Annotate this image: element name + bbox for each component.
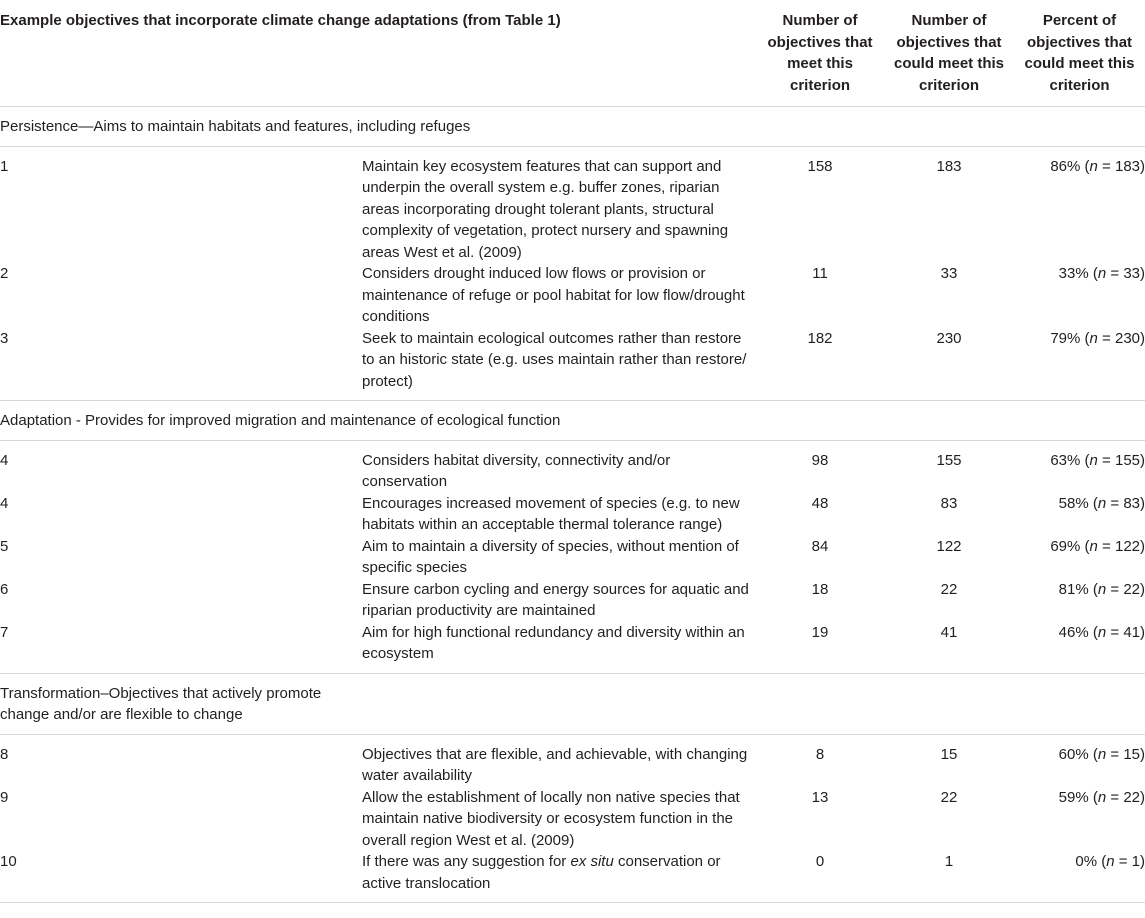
objective-id: 7	[0, 623, 9, 641]
objective-id: 5	[0, 537, 9, 555]
table-row	[0, 493, 1145, 536]
n-value: 183	[1114, 157, 1141, 175]
objective-id: 6	[0, 580, 9, 598]
n-value: 122	[1114, 537, 1141, 555]
n-equals: =	[1097, 451, 1115, 469]
objective-id: 10	[0, 853, 17, 870]
n-value: 41	[1123, 623, 1141, 641]
table-row	[0, 146, 1145, 263]
percent-value: 63%	[1050, 451, 1081, 469]
count-could-meet: 33	[940, 265, 958, 282]
count-could-meet: 41	[940, 623, 958, 641]
table-row	[0, 787, 1145, 852]
header-number-could-meet: Number of objectives that could meet this criterion	[894, 12, 1005, 94]
n-value: 230	[1114, 329, 1141, 347]
n-equals: =	[1097, 329, 1115, 347]
section-row	[0, 107, 1145, 147]
percent-value: 60%	[1058, 745, 1089, 763]
objective-text: Considers drought induced low flows or provision or maintenance of refuge or pool habitat for low flow/drought conditions	[362, 265, 745, 325]
table-row	[0, 734, 1145, 787]
n-equals: =	[1106, 788, 1124, 806]
n-equals: =	[1106, 494, 1124, 512]
n-label: n	[1097, 494, 1107, 512]
n-equals: =	[1114, 853, 1132, 870]
objective-text: Maintain key ecosystem features that can support and underpin the overall system e.g. buffer zones, riparian areas incorporating drought tolerant plants, structural complexity of vegetation, protect nursery and spawning areas West et al. (2009)	[362, 157, 729, 261]
percent-could-meet: 46% (n = 41)	[1058, 623, 1145, 641]
table-row	[0, 263, 1145, 328]
header-percent-could-meet: Percent of objectives that could meet this criterion	[1024, 12, 1135, 94]
section-title: Transformation–Objectives that actively promote change and/or are flexible to change	[0, 684, 322, 723]
n-value: 155	[1114, 451, 1141, 469]
objective-text: Aim to maintain a diversity of species, without mention of specific species	[362, 537, 739, 576]
n-equals: =	[1097, 537, 1115, 555]
table-row	[0, 622, 1145, 674]
n-equals: =	[1106, 623, 1124, 641]
objective-text: Encourages increased movement of species (e.g. to new habitats within an acceptable thermal tolerance range)	[362, 494, 740, 533]
percent-value: 33%	[1058, 265, 1089, 282]
objective-text-part: conservation or active translocation	[362, 853, 721, 892]
count-meet: 19	[811, 623, 829, 641]
n-value: 83	[1123, 494, 1141, 512]
count-meet: 11	[812, 265, 828, 282]
table-row	[0, 851, 1145, 903]
objective-id: 2	[0, 265, 9, 282]
count-meet: 18	[811, 580, 829, 598]
percent-value: 81%	[1058, 580, 1089, 598]
header-number-meet: Number of objectives that meet this criterion	[767, 12, 873, 94]
header-example-objectives: Example objectives that incorporate climate change adaptations (from Table 1)	[0, 12, 561, 29]
objective-text: Considers habitat diversity, connectivity and/or conservation	[362, 451, 671, 490]
count-could-meet: 22	[940, 788, 958, 806]
objective-id: 9	[0, 788, 9, 806]
count-meet: 182	[807, 329, 833, 347]
n-value: 22	[1123, 580, 1141, 598]
percent-could-meet: 0% (n = 1)	[1075, 853, 1145, 870]
percent-value: 59%	[1058, 788, 1089, 806]
n-equals: =	[1106, 580, 1124, 598]
count-meet: 158	[807, 157, 833, 175]
count-could-meet: 1	[944, 853, 954, 870]
count-meet: 98	[811, 451, 829, 469]
objective-text-italic: ex situ	[570, 853, 614, 870]
section-row	[0, 401, 1145, 441]
count-meet: 48	[811, 494, 829, 512]
objective-text-part: If there was any suggestion for	[362, 853, 571, 870]
section-title: Adaptation - Provides for improved migration and maintenance of ecological function	[0, 412, 561, 429]
percent-could-meet: 58% (n = 83)	[1058, 494, 1145, 512]
percent-value: 58%	[1058, 494, 1089, 512]
table-row	[0, 440, 1145, 493]
percent-value: 86%	[1050, 157, 1081, 175]
count-could-meet: 230	[936, 329, 962, 347]
n-label: n	[1097, 265, 1107, 282]
objective-text: Ensure carbon cycling and energy sources for aquatic and riparian productivity are maintained	[362, 580, 749, 619]
table-row	[0, 328, 1145, 401]
table-row	[0, 579, 1145, 622]
objective-id: 1	[0, 157, 9, 175]
count-could-meet: 122	[936, 537, 962, 555]
n-label: n	[1089, 451, 1098, 469]
n-label: n	[1089, 157, 1098, 175]
objective-id: 3	[0, 329, 9, 347]
objective-text: Seek to maintain ecological outcomes rather than restore to an historic state (e.g. uses maintain rather than restore/ protect)	[362, 329, 747, 390]
percent-value: 79%	[1050, 329, 1081, 347]
n-equals: =	[1106, 265, 1124, 282]
n-label: n	[1097, 788, 1107, 806]
n-label: n	[1097, 580, 1107, 598]
count-could-meet: 22	[940, 580, 958, 598]
objective-text: Allow the establishment of locally non native species that maintain native biodiversity or ecosystem function in the overall region West et al. (2009)	[362, 788, 740, 849]
n-equals: =	[1097, 157, 1115, 175]
count-meet: 13	[811, 788, 829, 806]
objective-text: Aim for high functional redundancy and diversity within an ecosystem	[362, 623, 745, 662]
count-meet: 8	[815, 745, 825, 763]
count-meet: 0	[815, 853, 825, 870]
count-could-meet: 155	[936, 451, 962, 469]
percent-value: 69%	[1050, 537, 1081, 555]
count-could-meet: 15	[940, 745, 958, 763]
n-value: 15	[1123, 745, 1141, 763]
count-could-meet: 83	[940, 494, 958, 512]
percent-could-meet: 86% (n = 183)	[1050, 157, 1145, 175]
percent-could-meet: 79% (n = 230)	[1050, 329, 1145, 347]
percent-could-meet: 60% (n = 15)	[1058, 745, 1145, 763]
n-value: 22	[1123, 788, 1141, 806]
percent-could-meet: 33% (n = 33)	[1058, 265, 1145, 282]
count-could-meet: 183	[936, 157, 962, 175]
objective-id: 4	[0, 451, 9, 469]
n-equals: =	[1106, 745, 1124, 763]
percent-could-meet: 63% (n = 155)	[1050, 451, 1145, 469]
objective-id: 4	[0, 494, 9, 512]
table-header-row	[0, 0, 1145, 107]
n-value: 1	[1131, 853, 1141, 870]
n-label: n	[1097, 623, 1107, 641]
n-label: n	[1106, 853, 1115, 870]
percent-could-meet: 69% (n = 122)	[1050, 537, 1145, 555]
section-title: Persistence—Aims to maintain habitats and features, including refuges	[0, 118, 471, 135]
objective-id: 8	[0, 745, 9, 763]
percent-value: 0%	[1075, 853, 1098, 870]
n-label: n	[1097, 745, 1107, 763]
percent-could-meet: 59% (n = 22)	[1058, 788, 1145, 806]
percent-could-meet: 81% (n = 22)	[1058, 580, 1145, 598]
objective-text: Objectives that are flexible, and achievable, with changing water availability	[362, 745, 748, 784]
n-label: n	[1089, 329, 1098, 347]
percent-value: 46%	[1058, 623, 1089, 641]
table-row	[0, 536, 1145, 579]
n-label: n	[1089, 537, 1098, 555]
count-meet: 84	[811, 537, 829, 555]
n-value: 33	[1123, 265, 1141, 282]
objective-text	[358, 851, 756, 903]
section-row	[0, 673, 1145, 734]
table-body	[0, 107, 1145, 903]
